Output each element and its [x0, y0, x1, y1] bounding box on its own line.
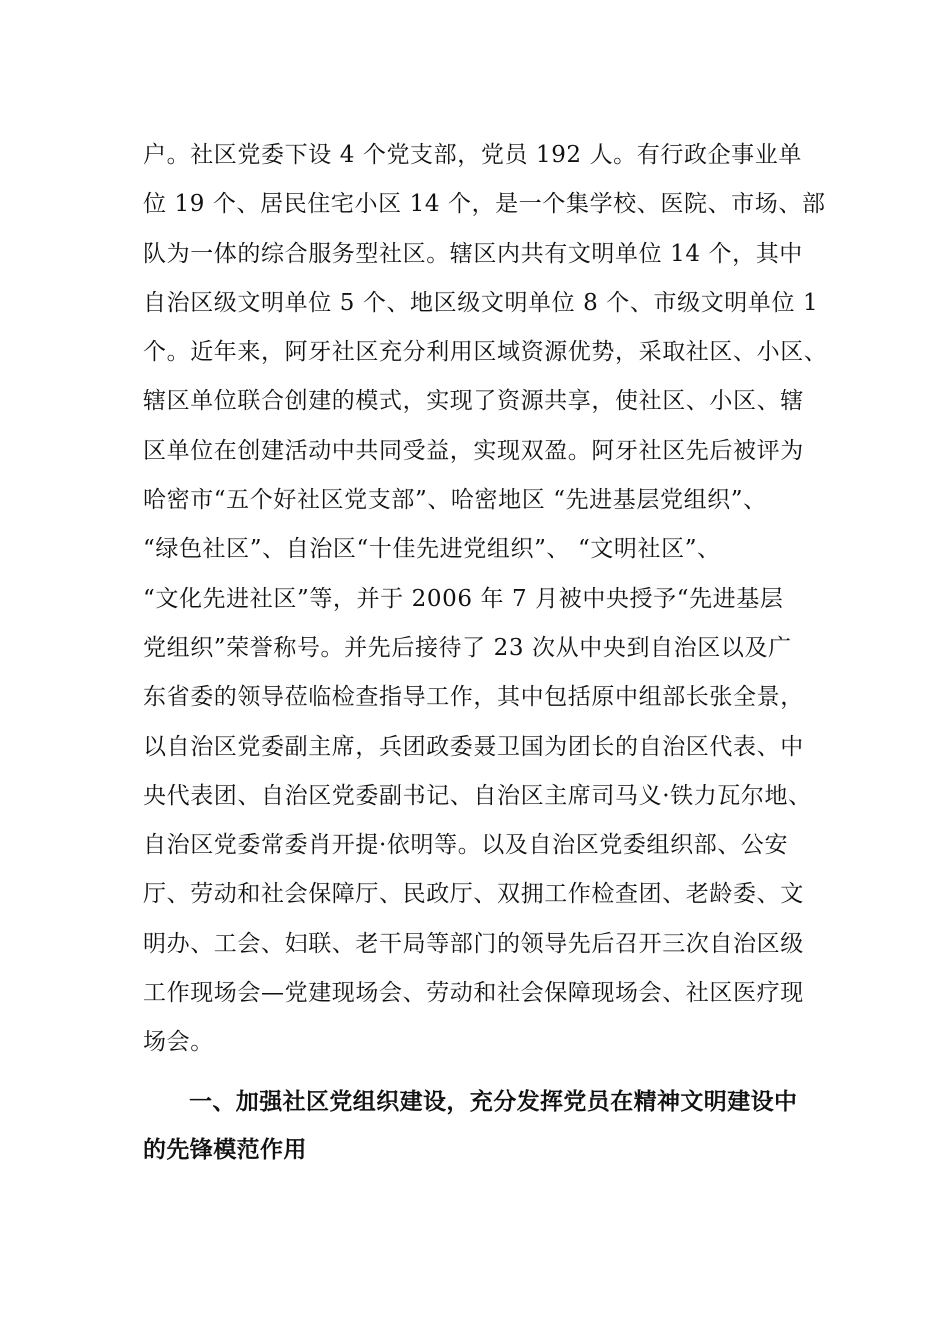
paragraph-line: 辖区单位联合创建的模式，实现了资源共享，使社区、小区、辖: [143, 388, 804, 415]
paragraph-line: 以自治区党委副主席，兵团政委聂卫国为团长的自治区代表、中: [143, 733, 804, 760]
paragraph-line: 工作现场会—党建现场会、劳动和社会保障现场会、社区医疗现: [143, 980, 804, 1007]
paragraph-line: 队为一体的综合服务型社区。辖区内共有文明单位 14 个，其中: [143, 240, 803, 267]
heading-line: 的先锋模范作用: [143, 1137, 307, 1163]
paragraph-line: 自治区党委常委肖开提·依明等。以及自治区党委组织部、公安: [143, 832, 789, 859]
body-paragraph: [143, 131, 843, 1068]
paragraph-line: 哈密市“五个好社区党支部”、哈密地区 “先进基层党组织”、: [143, 487, 767, 514]
paragraph-line: 个。近年来，阿牙社区充分利用区域资源优势，采取社区、小区、: [143, 339, 828, 366]
section-heading: [143, 1078, 843, 1174]
paragraph-line: 党组织”荣誉称号。并先后接待了 23 次从中央到自治区以及广: [143, 634, 792, 661]
paragraph-line: 位 19 个、居民住宅小区 14 个，是一个集学校、医院、市场、部: [143, 191, 826, 218]
paragraph-line: 央代表团、自治区党委副书记、自治区主席司马义·铁力瓦尔地、: [143, 782, 812, 809]
paragraph-line: “绿色社区”、自治区“十佳先进党组织”、 “文明社区”、: [143, 536, 721, 563]
paragraph-line: 户。社区党委下设 4 个党支部，党员 192 人。有行政企事业单: [143, 142, 802, 168]
paragraph-line: 明办、工会、妇联、老干局等部门的领导先后召开三次自治区级: [143, 930, 804, 957]
paragraph-line: 东省委的领导莅临检查指导工作，其中包括原中组部长张全景，: [143, 684, 804, 711]
paragraph-line: 区单位在创建活动中共同受益，实现双盈。阿牙社区先后被评为: [143, 437, 804, 464]
paragraph-line: 厅、劳动和社会保障厅、民政厅、双拥工作检查团、老龄委、文: [143, 881, 804, 908]
paragraph-line: 自治区级文明单位 5 个、地区级文明单位 8 个、市级文明单位 1: [143, 289, 819, 316]
paragraph-line: “文化先进社区”等，并于 2006 年 7 月被中央授予“先进基层: [143, 585, 784, 612]
paragraph-line: 场会。: [143, 1029, 214, 1056]
heading-line: 一、加强社区党组织建设，充分发挥党员在精神文明建设中: [189, 1089, 798, 1115]
